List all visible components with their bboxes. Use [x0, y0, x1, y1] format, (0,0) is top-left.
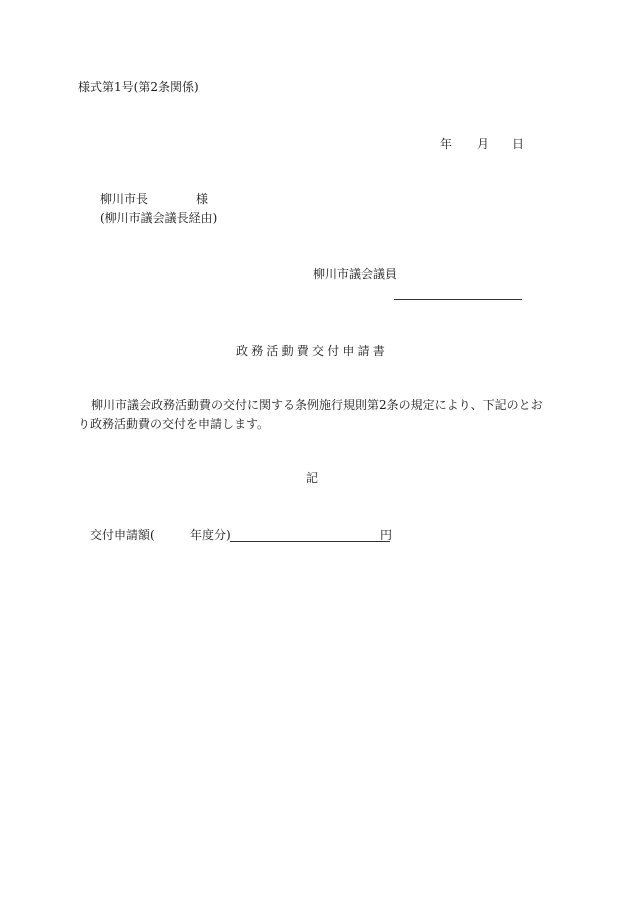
- date-month: 月: [477, 137, 490, 151]
- amount-label: 交付申請額: [90, 528, 151, 542]
- amount-unit: 円: [380, 528, 393, 542]
- signature-line: [394, 299, 522, 300]
- addressee-honorific: 様: [196, 192, 209, 206]
- ki-label: 記: [306, 471, 319, 485]
- body-text: 柳川市議会政務活動費の交付に関する条例施行規則第2条の規定により、下記のとおり政務活動費の交付を申請します。: [78, 398, 543, 431]
- document-title: 政務活動費交付申請書: [236, 344, 389, 358]
- date-year: 年: [440, 137, 453, 151]
- addressee-via: (柳川市議会議長経由): [100, 211, 218, 225]
- applicant-label: 柳川市議会議員: [313, 267, 398, 281]
- amount-paren-open: (: [150, 528, 155, 542]
- amount-line: [230, 541, 390, 542]
- addressee-recipient: 柳川市長: [100, 192, 149, 206]
- form-number: 様式第1号(第2条関係): [78, 80, 199, 94]
- amount-year-suffix: 年度分): [190, 528, 231, 542]
- date-day: 日: [512, 137, 525, 151]
